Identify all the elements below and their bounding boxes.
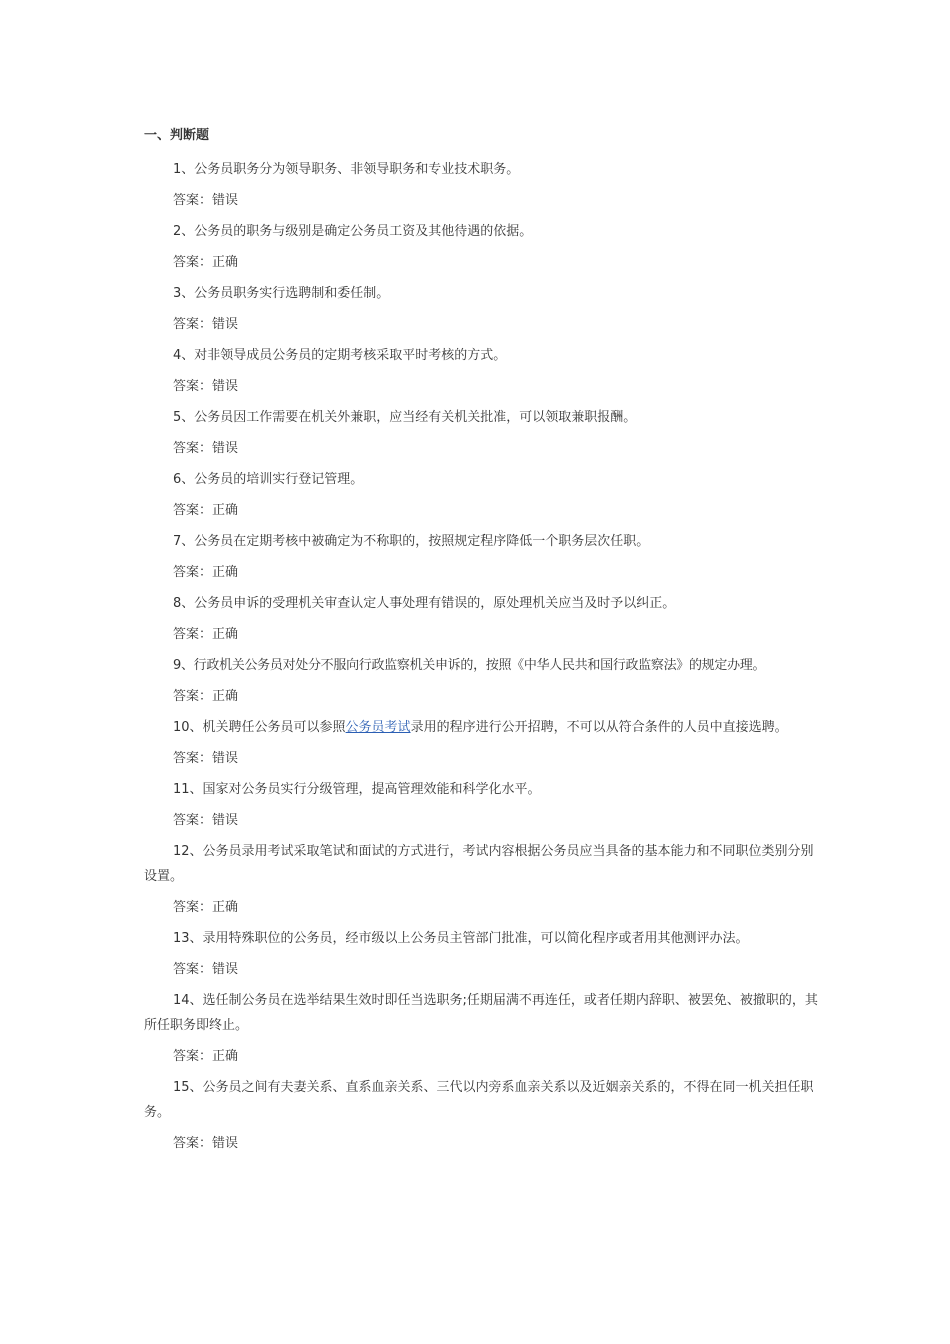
- question-9: 9、行政机关公务员对处分不服向行政监察机关申诉的，按照《中华人民共和国行政监察法》的规定办理。: [173, 658, 766, 673]
- question-10-text-before: 10、机关聘任公务员可以参照: [173, 720, 346, 735]
- question-5: 5、公务员因工作需要在机关外兼职，应当经有关机关批准，可以领取兼职报酬。: [173, 410, 637, 425]
- civil-service-exam-link[interactable]: 公务员考试: [345, 720, 411, 735]
- answer-2: 答案：正确: [173, 255, 239, 270]
- question-6: 6、公务员的培训实行登记管理。: [173, 472, 364, 487]
- answer-6: 答案：正确: [173, 503, 239, 518]
- question-10-text-after: 录用的程序进行公开招聘，不可以从符合条件的人员中直接选聘。: [410, 720, 788, 735]
- answer-3: 答案：错误: [173, 317, 239, 332]
- question-1: 1、公务员职务分为领导职务、非领导职务和专业技术职务。: [173, 162, 520, 177]
- question-10: [144, 715, 820, 740]
- question-8: 8、公务员申诉的受理机关审查认定人事处理有错误的，原处理机关应当及时予以纠正。: [173, 596, 676, 611]
- answer-11: 答案：错误: [173, 813, 239, 828]
- answer-15: 答案：错误: [173, 1136, 239, 1151]
- question-14: 14、选任制公务员在选举结果生效时即任当选职务;任期届满不再连任，或者任期内辞职、被罢免、被撤职的，其所任职务即终止。: [144, 993, 818, 1033]
- answer-13: 答案：错误: [173, 962, 239, 977]
- answer-5: 答案：错误: [173, 441, 239, 456]
- question-list: [144, 157, 820, 1162]
- answer-1: 答案：错误: [173, 193, 239, 208]
- question-3: 3、公务员职务实行选聘制和委任制。: [173, 286, 390, 301]
- answer-8: 答案：正确: [173, 627, 239, 642]
- answer-14: 答案：正确: [173, 1049, 239, 1064]
- answer-9: 答案：正确: [173, 689, 239, 704]
- answer-7: 答案：正确: [173, 565, 239, 580]
- question-15: 15、公务员之间有夫妻关系、直系血亲关系、三代以内旁系血亲关系以及近姻亲关系的，不得在同一机关担任职务。: [144, 1080, 814, 1120]
- question-11: 11、国家对公务员实行分级管理，提高管理效能和科学化水平。: [173, 782, 541, 797]
- question-12: 12、公务员录用考试采取笔试和面试的方式进行，考试内容根据公务员应当具备的基本能力和不同职位类别分别设置。: [144, 844, 814, 884]
- question-13: 13、录用特殊职位的公务员，经市级以上公务员主管部门批准，可以简化程序或者用其他测评办法。: [173, 931, 749, 946]
- section-title: 一、判断题: [144, 128, 210, 143]
- question-7: 7、公务员在定期考核中被确定为不称职的，按照规定程序降低一个职务层次任职。: [173, 534, 650, 549]
- answer-12: 答案：正确: [173, 900, 239, 915]
- answer-10: 答案：错误: [173, 751, 239, 766]
- answer-4: 答案：错误: [173, 379, 239, 394]
- question-4: 4、对非领导成员公务员的定期考核采取平时考核的方式。: [173, 348, 507, 363]
- question-2: 2、公务员的职务与级别是确定公务员工资及其他待遇的依据。: [173, 224, 533, 239]
